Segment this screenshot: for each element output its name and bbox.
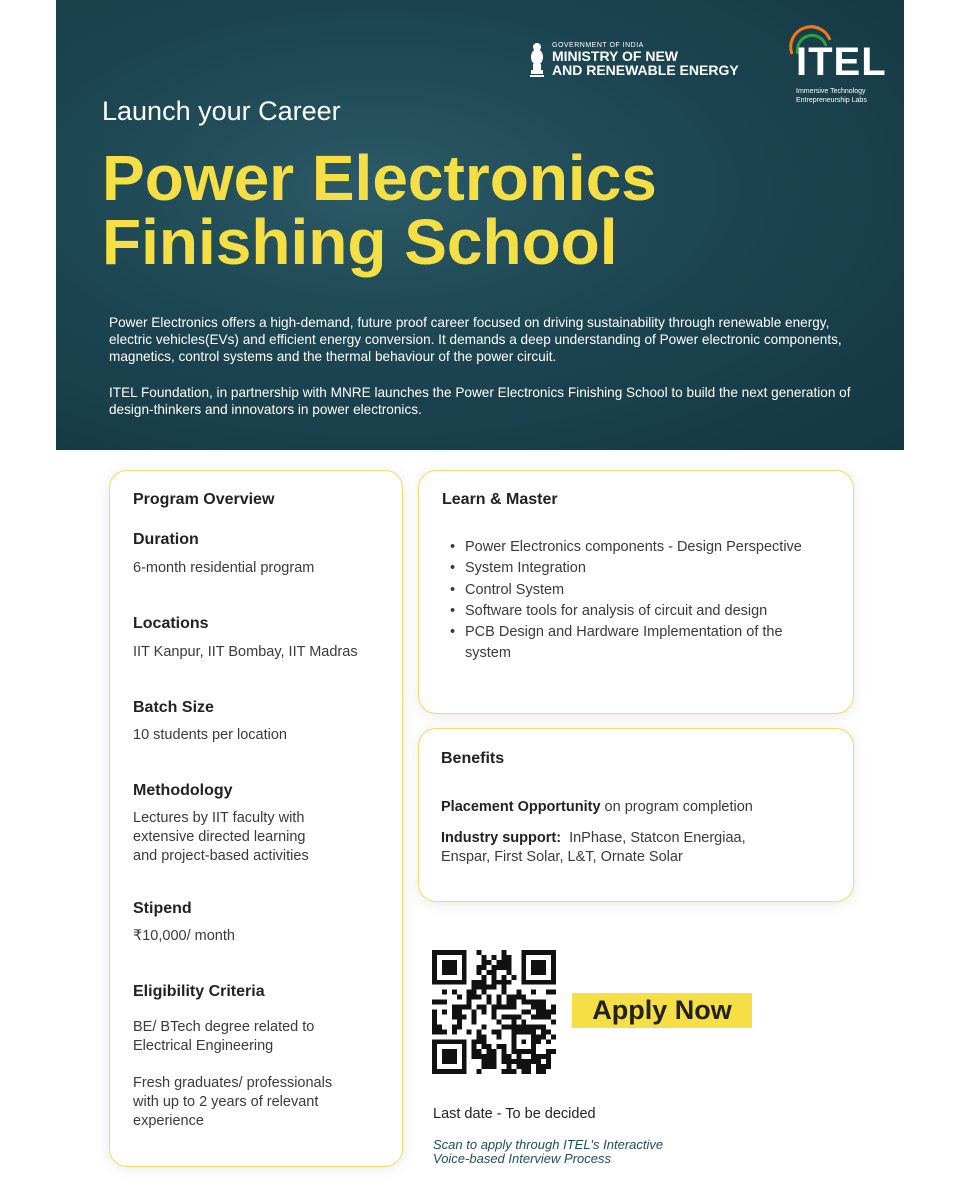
industry-text-1: InPhase, Statcon Energiaa, [561,830,746,846]
itel-tagline-2: Entrepreneurship Labs [796,97,867,104]
page-title [102,142,657,278]
eligibility-line-1a: BE/ BTech degree related to [133,1019,315,1035]
stipend-label: Stipend [133,900,192,917]
eligibility-value-1 [133,1018,395,1056]
qr-code-icon[interactable] [432,950,556,1074]
itel-wordmark: ITEL [796,40,887,84]
mnre-logo [528,40,739,78]
methodology-line-3: and project-based activities [133,848,309,864]
eligibility-line-2b: with up to 2 years of relevant [133,1094,319,1110]
placement-line [441,798,841,817]
duration-value: 6-month residential program [133,560,315,576]
national-emblem-icon [528,40,546,78]
learn-list [465,537,815,665]
eligibility-value-2 [133,1074,395,1131]
placement-text: on program completion [600,799,753,815]
methodology-line-2: extensive directed learning [133,829,306,845]
eligibility-line-1b: Electrical Engineering [133,1038,274,1054]
benefits-title: Benefits [441,750,505,767]
scan-line-1: Scan to apply through ITEL's Interactive [433,1137,664,1152]
list-item: • Software tools for analysis of circuit and design [465,601,815,622]
methodology-line-1: Lectures by IIT faculty with [133,810,305,826]
batch-size-label: Batch Size [133,699,214,716]
scan-line-2: Voice-based Interview Process [433,1151,611,1166]
benefits-card [418,728,854,902]
locations-value: IIT Kanpur, IIT Bombay, IIT Madras [133,644,358,660]
list-item: • System Integration [465,558,815,579]
list-item: • Power Electronics components - Design Perspective [465,537,815,558]
methodology-value [133,809,395,866]
ministry-name-line1: MINISTRY OF NEW [552,47,678,64]
locations-label: Locations [133,615,209,632]
industry-label: Industry support: [441,830,562,846]
itel-tagline-1: Immersive Technology [796,88,866,95]
gov-of-india-text: GOVERNMENT OF INDIA [552,41,644,49]
hero-banner [56,0,904,450]
industry-line [441,829,841,867]
overview-title: Program Overview [133,491,275,508]
apply-now-button[interactable]: Apply Now [572,993,752,1028]
program-overview-card [109,470,403,1167]
industry-text-2: Enspar, First Solar, L&T, Ornate Solar [441,849,683,865]
title-line-2: Finishing School [102,206,618,278]
intro-paragraph-1: Power Electronics offers a high-demand, future proof career focused on driving sustainability through renewable energy, electric vehicles(EVs) and efficient energy conversion. It demands a deep understanding of Power electronic components, magnetics, control systems and the thermal behaviour of the power circuit. [109,315,842,364]
eligibility-line-2c: experience [133,1113,204,1129]
eligibility-label: Eligibility Criteria [133,983,265,1000]
placement-label: Placement Opportunity [441,799,601,815]
poster [56,0,904,1200]
learn-master-card [418,470,854,714]
list-item: • PCB Design and Hardware Implementation of the system [465,622,815,665]
last-date-text: Last date - To be decided [433,1106,596,1122]
eligibility-line-2a: Fresh graduates/ professionals [133,1075,333,1091]
scan-instruction [433,1138,733,1166]
duration-label: Duration [133,531,199,548]
batch-size-value: 10 students per location [133,727,287,743]
learn-title: Learn & Master [442,491,558,508]
kicker-text: Launch your Career [102,96,341,126]
intro-paragraph-2: ITEL Foundation, in partnership with MNRE launches the Power Electronics Finishing School to build the next generation of design-thinkers and innovators in power electronics. [109,385,851,417]
methodology-label: Methodology [133,782,233,799]
list-item: • Control System [465,580,815,601]
ministry-name-line2: AND RENEWABLE ENERGY [552,61,739,78]
stipend-value: ₹10,000/ month [133,928,235,944]
title-line-1: Power Electronics [102,142,657,214]
